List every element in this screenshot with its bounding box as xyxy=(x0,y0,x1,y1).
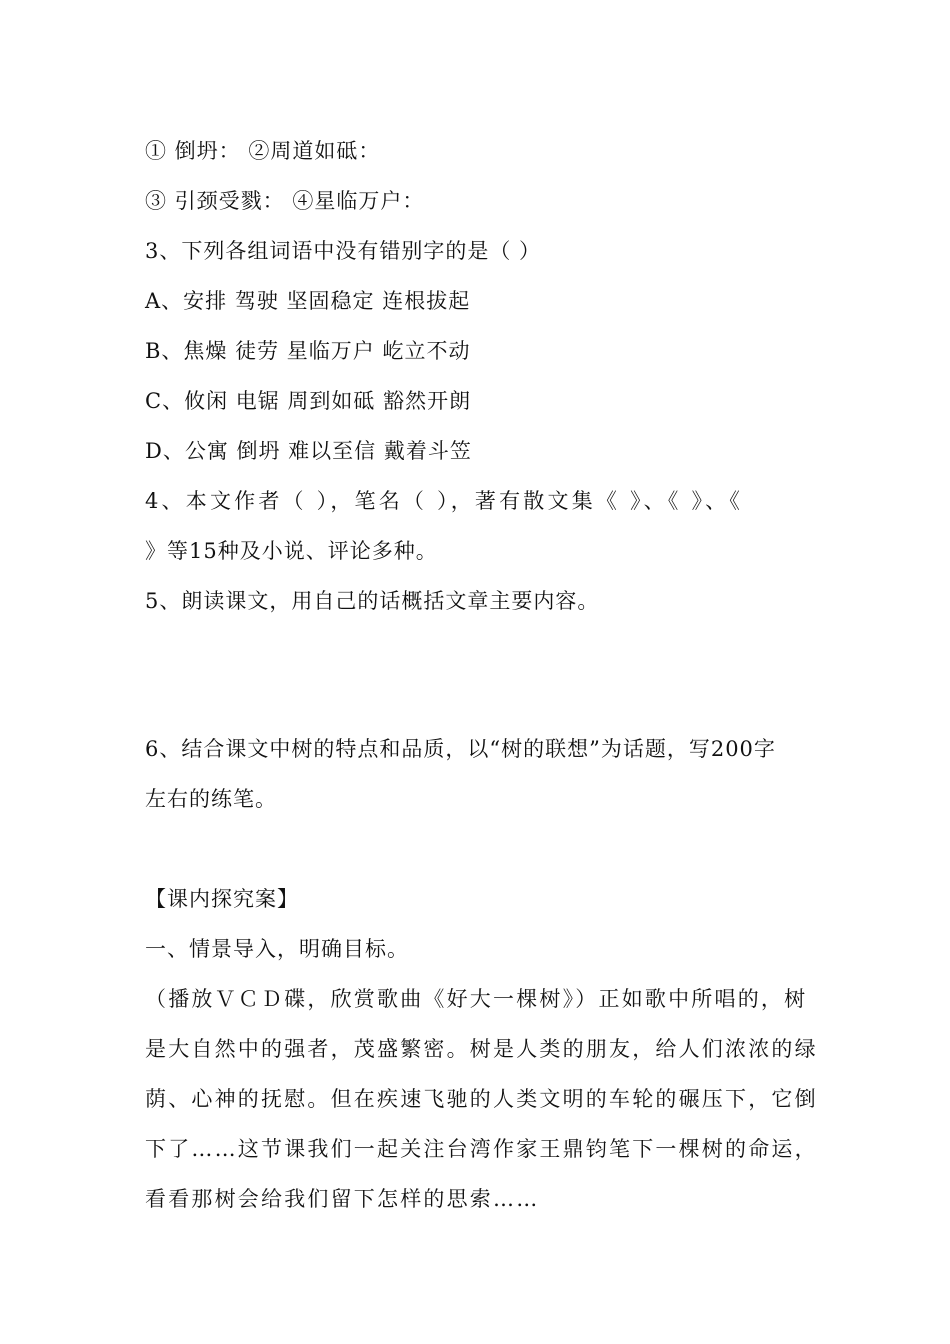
paragraph-line-2: 是大自然中的强者，茂盛繁密。树是人类的朋友，给人们浓浓的绿 xyxy=(145,1037,818,1061)
option-c: C、攸闲 电锯 周到如砥 豁然开朗 xyxy=(145,389,472,413)
question-6-continued: 左右的练笔。 xyxy=(145,787,277,811)
vocab-line-1: ① 倒坍： ②周道如砥： xyxy=(145,139,381,163)
paragraph-line-5: 看看那树会给我们留下怎样的思索…… xyxy=(145,1187,540,1211)
option-a: A、安排 驾驶 坚固稳定 连根拔起 xyxy=(145,289,471,313)
vocab-line-2: ③ 引颈受戮： ④星临万户： xyxy=(145,189,425,213)
option-d: D、公寓 倒坍 难以至信 戴着斗笠 xyxy=(145,439,472,463)
question-6: 6、结合课文中树的特点和品质，以“树的联想”为话题，写200字 xyxy=(145,737,776,761)
question-5: 5、朗读课文，用自己的话概括文章主要内容。 xyxy=(145,589,600,613)
question-4-continued: 》等15种及小说、评论多种。 xyxy=(145,539,438,563)
paragraph-line-3: 荫、心神的抚慰。但在疾速飞驰的人类文明的车轮的碾压下，它倒 xyxy=(145,1087,818,1111)
option-b: B、焦燥 徒劳 星临万户 屹立不动 xyxy=(145,339,471,363)
section-heading: 【课内探究案】 xyxy=(145,887,299,911)
question-4: 4、本文作者（ ），笔名（ ），著有散文集《 》、《 》、《 xyxy=(145,489,744,513)
paragraph-line-4: 下了……这节课我们一起关注台湾作家王鼎钧笔下一棵树的命运， xyxy=(145,1137,818,1161)
paragraph-line-1: （播放ＶＣＤ碟，欣赏歌曲《好大一棵树》）正如歌中所唱的，树 xyxy=(145,987,808,1011)
question-3: 3、下列各组词语中没有错别字的是（ ） xyxy=(145,239,542,263)
subsection-heading: 一、情景导入，明确目标。 xyxy=(145,937,409,961)
